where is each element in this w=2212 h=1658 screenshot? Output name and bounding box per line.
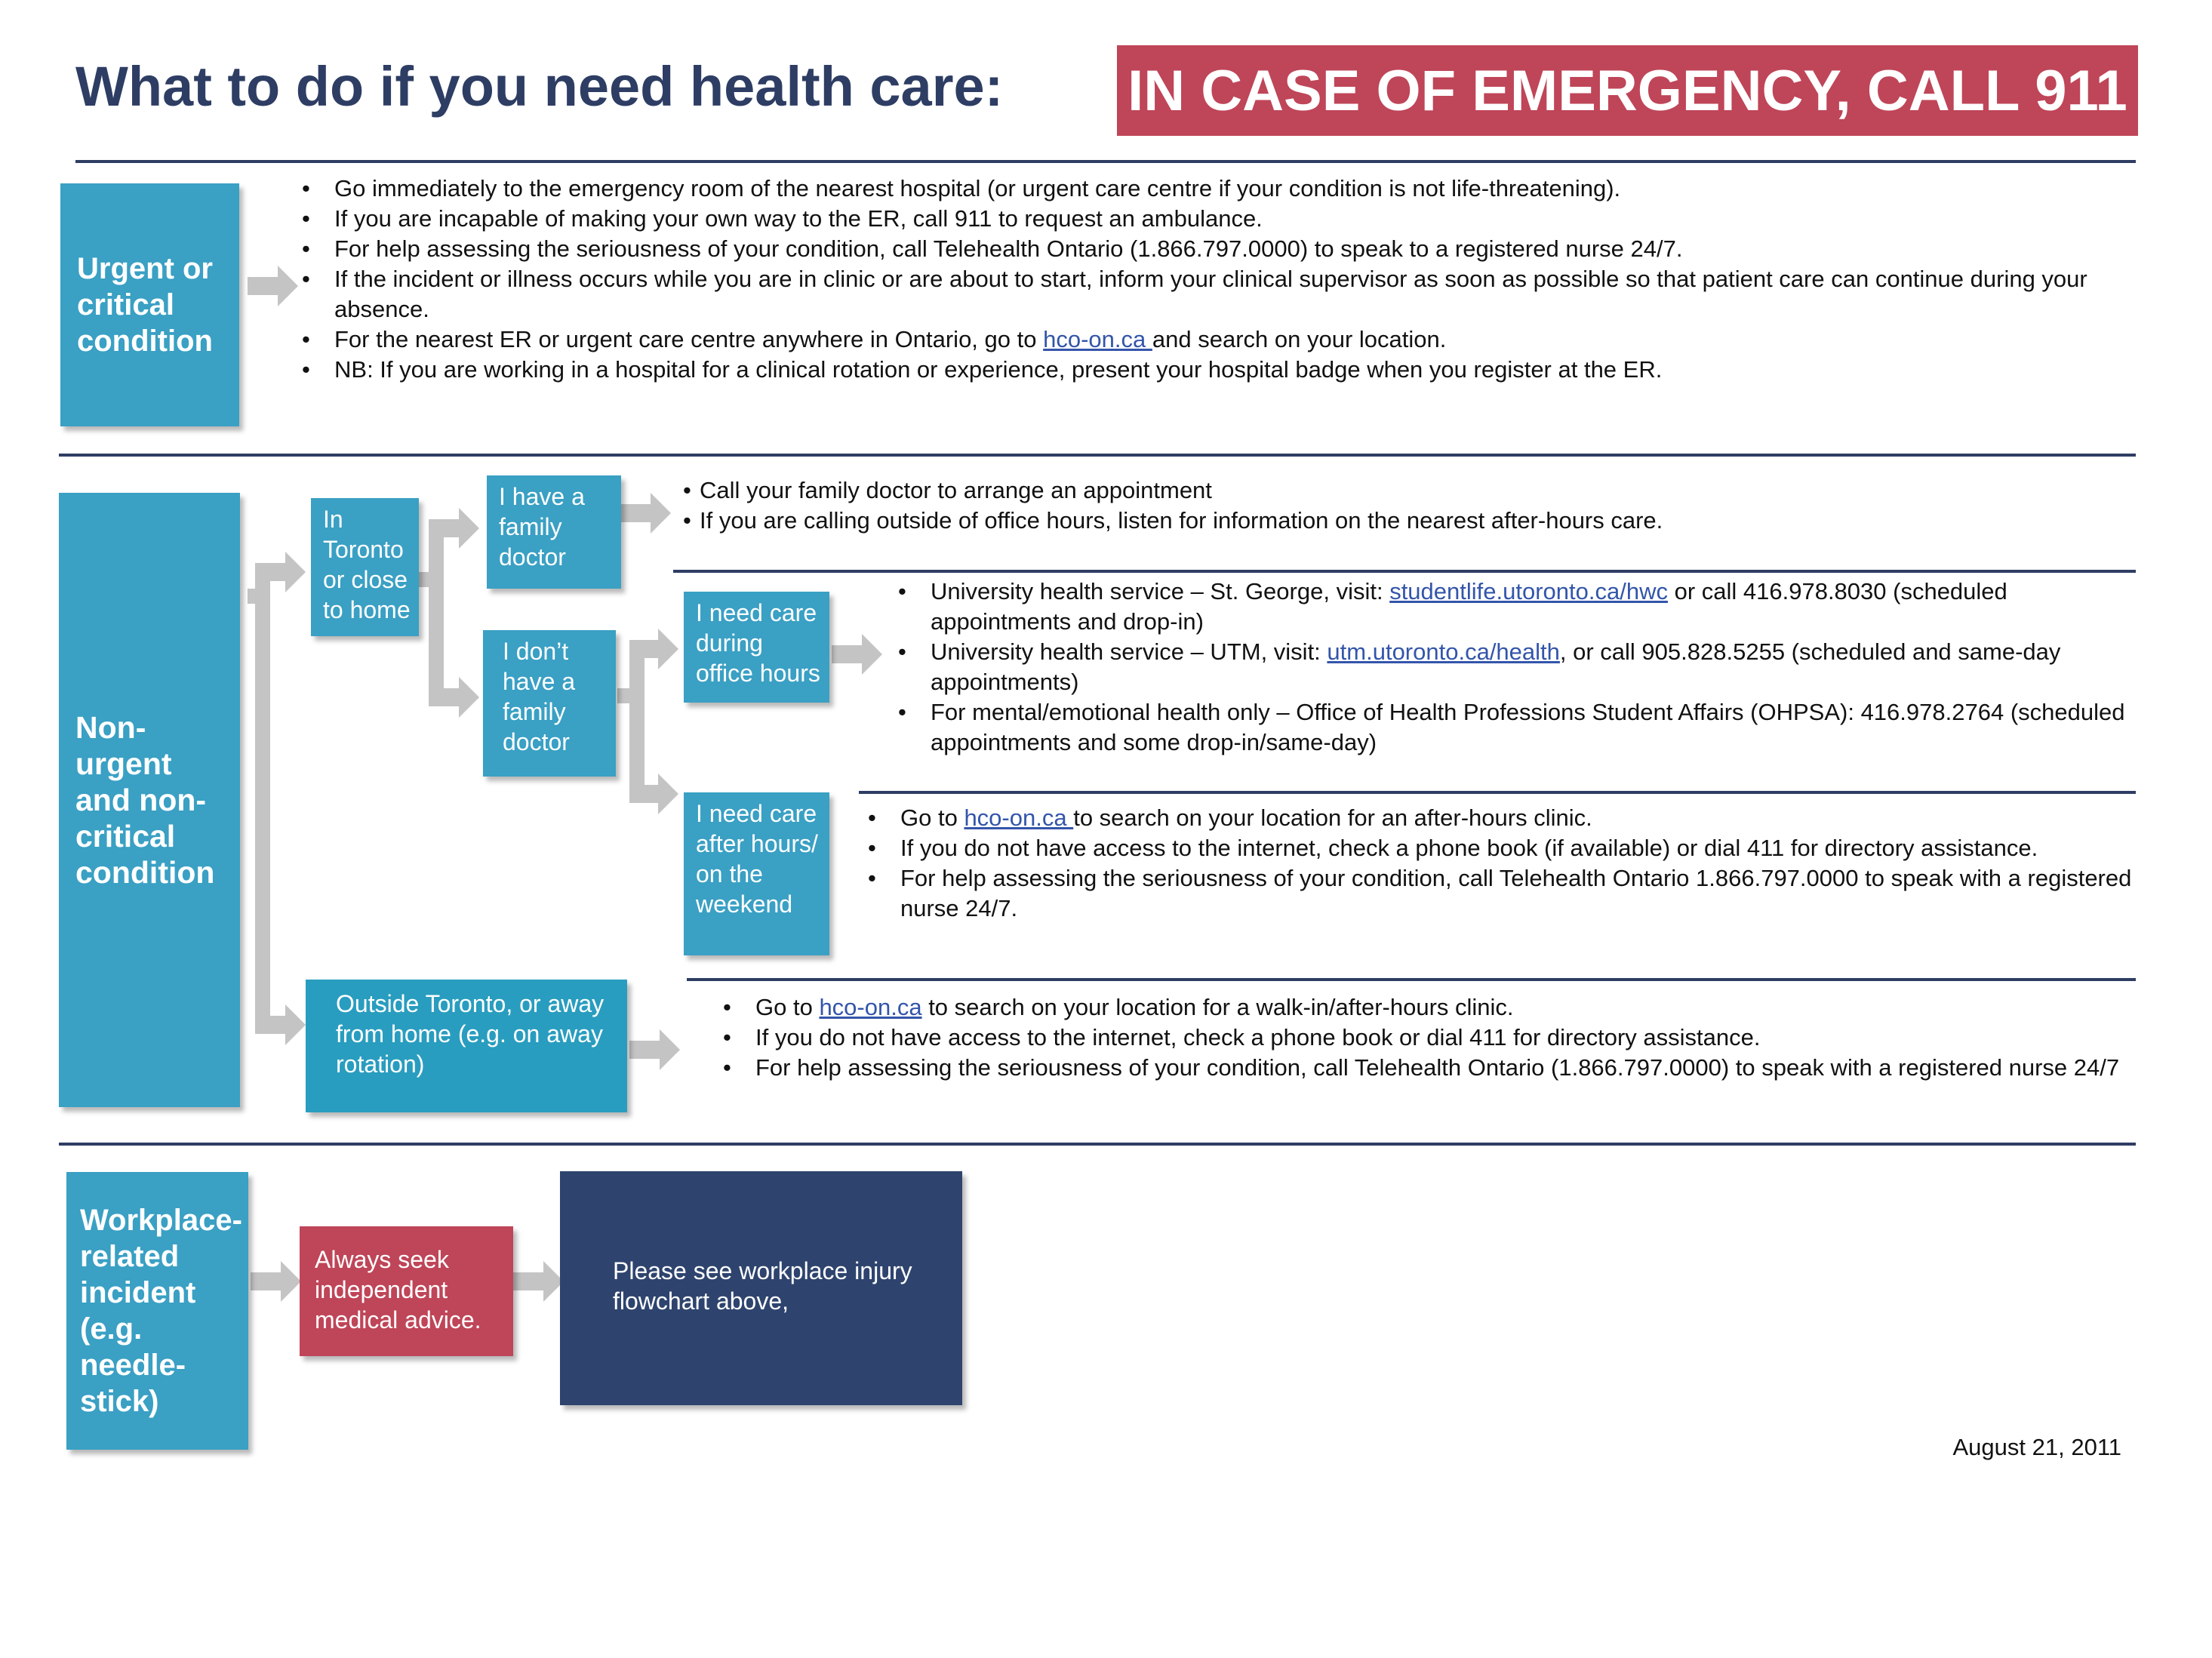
bullet-marker: • xyxy=(683,477,691,503)
bullet-marker: • xyxy=(723,994,731,1020)
section-divider xyxy=(59,1143,2136,1146)
connector-nonurgent-vertical xyxy=(255,572,270,1025)
bullet-marker: • xyxy=(302,175,310,201)
arrow-workplace-advice xyxy=(251,1261,301,1302)
bullet-marker: • xyxy=(898,578,906,604)
bullet-marker: • xyxy=(898,699,906,725)
list-item: • Call your family doctor to arrange an appointment xyxy=(683,475,2132,506)
after-hours-divider xyxy=(687,978,2136,981)
workplace-flowchart-box xyxy=(560,1171,962,1405)
arrow-office-hours-bullets xyxy=(832,634,882,675)
bullet-marker: • xyxy=(302,266,310,292)
bullet-marker: • xyxy=(868,804,876,831)
list-item: • Go to hco-on.ca to search on your location for an after-hours clinic. xyxy=(868,803,2136,833)
studentlife-link[interactable]: studentlife.utoronto.ca/hwc xyxy=(1389,578,1668,604)
office-hours-bullet-list xyxy=(898,577,2136,758)
independent-advice-label: Always seek independent medical advice. xyxy=(315,1246,481,1333)
list-item: • If you are calling outside of office hours, listen for information on the nearest after-hours care. xyxy=(683,506,2132,536)
arrow-have-doctor-bullets xyxy=(620,493,671,534)
list-item: • University health service – UTM, visit: utm.utoronto.ca/health, or call 905.828.5255 (scheduled and same-day appointments) xyxy=(898,638,2061,695)
arrow-urgent xyxy=(248,266,298,306)
workplace-incident-box xyxy=(66,1172,248,1450)
urgent-condition-box xyxy=(60,183,239,426)
no-family-doctor-box xyxy=(483,630,616,777)
in-toronto-label: In Toronto or close to home xyxy=(323,506,411,623)
list-item: • For help assessing the seriousness of your condition, call Telehealth Ontario 1.866.797.0000 to speak with a registered nurse 24/7. xyxy=(868,865,2132,921)
workplace-incident-label: Workplace-related incident (e.g. needle-stick) xyxy=(80,1204,242,1418)
list-item: • If you do not have access to the internet, check a phone book or dial 411 for directory assistance. xyxy=(723,1023,2134,1053)
connector-toronto-vertical xyxy=(429,521,444,702)
bullet-marker: • xyxy=(302,205,310,232)
list-item: • For help assessing the seriousness of your condition, call Telehealth Ontario (1.866.797.0000) to speak with a registered nurse 24/7 xyxy=(723,1053,2134,1083)
bullet-marker: • xyxy=(302,356,310,383)
office-hours-box xyxy=(684,592,829,703)
list-item: • Go to hco-on.ca to search on your location for a walk-in/after-hours clinic. xyxy=(723,992,2134,1023)
emergency-banner: IN CASE OF EMERGENCY, CALL 911 xyxy=(1117,45,2138,136)
hco-link[interactable]: hco-on.ca xyxy=(819,994,922,1020)
independent-advice-box xyxy=(300,1226,513,1356)
office-hours-label: I need care during office hours xyxy=(696,599,820,687)
nonurgent-condition-box xyxy=(59,493,240,1107)
have-doctor-bullet-list xyxy=(683,475,2132,536)
bullet-marker: • xyxy=(868,865,876,891)
bullet-marker: • xyxy=(868,835,876,861)
hco-link[interactable]: hco-on.ca xyxy=(964,804,1074,831)
connector-no-doctor-vertical xyxy=(629,643,645,792)
list-item: • If you are incapable of making your own way to the ER, call 911 to request an ambulance. xyxy=(302,204,2128,234)
have-family-doctor-label: I have a family doctor xyxy=(499,483,585,571)
nonurgent-condition-label: Non-urgent and non-critical condition xyxy=(75,710,215,890)
list-item: • Go immediately to the emergency room of the nearest hospital (or urgent care centre if your condition is not life-threatening). xyxy=(302,174,2128,204)
office-hours-divider xyxy=(859,791,2136,794)
arrow-advice-flowchart xyxy=(513,1261,564,1302)
bullet-marker: • xyxy=(302,235,310,262)
page-title: What to do if you need health care: xyxy=(75,55,1004,118)
workplace-flowchart-label: Please see workplace injury flowchart above, xyxy=(613,1257,912,1315)
outside-toronto-box xyxy=(306,980,627,1112)
bullet-marker: • xyxy=(723,1024,731,1050)
bullet-marker: • xyxy=(302,326,310,352)
bullet-marker: • xyxy=(898,638,906,665)
list-item: • For mental/emotional health only – Office of Health Professions Student Affairs (OHPSA): 416.978.2764 (scheduled appointments and some drop-in/same-day) xyxy=(898,699,2125,755)
after-hours-label: I need care after hours/ on the weekend xyxy=(696,800,818,918)
have-family-doctor-box xyxy=(487,475,621,589)
after-hours-bullet-list xyxy=(868,803,2136,924)
have-doctor-divider xyxy=(673,570,2136,573)
no-family-doctor-label: I don’t have a family doctor xyxy=(503,638,576,755)
list-item: • For help assessing the seriousness of your condition, call Telehealth Ontario (1.866.797.0000) to speak to a registered nurse 24/7. xyxy=(302,234,2128,264)
list-item: • If the incident or illness occurs while you are in clinic or are about to start, inform your clinical supervisor as soon as possible so that patient care can continue during your absence. xyxy=(302,266,2087,322)
after-hours-box xyxy=(684,792,829,955)
arrow-outside-bullets xyxy=(629,1029,680,1070)
list-item: • For the nearest ER or urgent care centre anywhere in Ontario, go to hco-on.ca and search on your location. xyxy=(302,325,2128,355)
utm-health-link[interactable]: utm.utoronto.ca/health xyxy=(1327,638,1560,665)
urgent-condition-label: Urgent or critical condition xyxy=(77,252,213,358)
urgent-bullet-list xyxy=(302,174,2128,385)
section-divider xyxy=(59,454,2136,457)
list-item: • If you do not have access to the internet, check a phone book (if available) or dial 411 for directory assistance. xyxy=(868,833,2136,863)
bullet-marker: • xyxy=(723,1054,731,1081)
outside-toronto-label: Outside Toronto, or away from home (e.g. on away rotation) xyxy=(336,990,605,1078)
list-item: • NB: If you are working in a hospital for a clinical rotation or experience, present your hospital badge when you register at the ER. xyxy=(302,355,2128,385)
hco-link[interactable]: hco-on.ca xyxy=(1043,326,1152,352)
in-toronto-box xyxy=(311,498,419,636)
document-date: August 21, 2011 xyxy=(1952,1434,2121,1460)
bullet-marker: • xyxy=(683,507,691,534)
list-item: • University health service – St. George, visit: studentlife.utoronto.ca/hwc or call 416.978.8030 (scheduled appointments and drop-in) xyxy=(898,578,2007,635)
outside-toronto-bullet-list xyxy=(723,992,2134,1083)
